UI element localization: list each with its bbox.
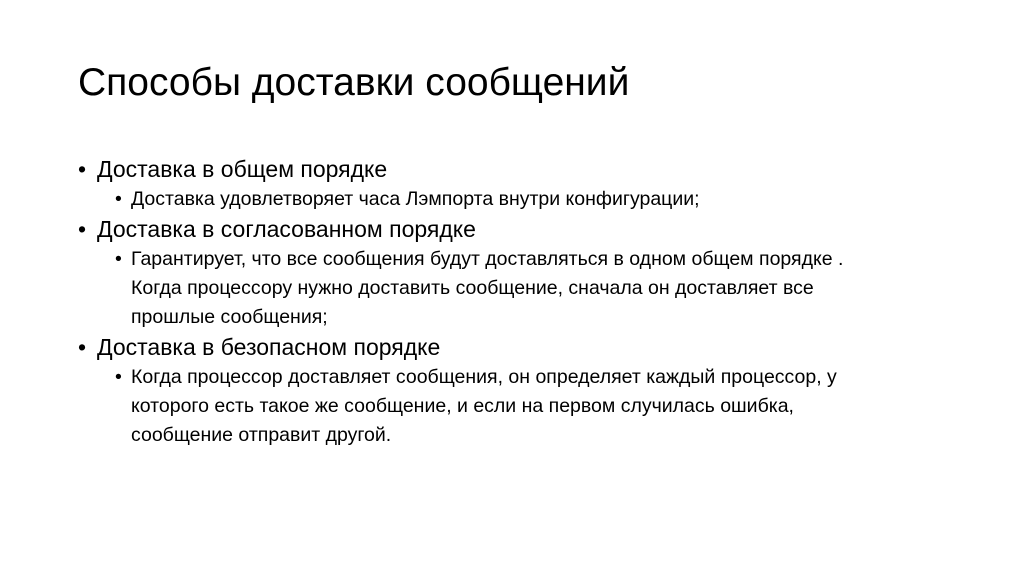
slide-title: Способы доставки сообщений: [78, 61, 630, 104]
bullet-text: Доставка в безопасном порядке: [97, 334, 441, 360]
sub-bullet-text: Когда процессор доставляет сообщения, он определяет каждый процессор, у которого есть такое же сообщение, и если на первом случилась ошибка, сообщение отправит другой.: [131, 366, 837, 446]
bullet-list: [78, 154, 948, 450]
sub-bullet-icon: •: [115, 188, 122, 210]
sub-bullet-text: Доставка удовлетворяет часа Лэмпорта внутри конфигурации;: [131, 188, 700, 210]
bullet-item-agreed-order: [78, 214, 948, 245]
bullet-icon: •: [78, 156, 87, 182]
sub-bullet-item-general-order: [115, 185, 948, 214]
bullet-item-general-order: [78, 154, 948, 185]
bullet-icon: •: [78, 216, 87, 242]
sub-bullet-icon: •: [115, 366, 122, 388]
bullet-icon: •: [78, 334, 87, 360]
sub-bullet-item-safe-order: [115, 363, 851, 450]
sub-bullet-item-agreed-order: [115, 245, 891, 332]
bullet-item-safe-order: [78, 332, 948, 363]
bullet-text: Доставка в согласованном порядке: [97, 216, 476, 242]
bullet-text: Доставка в общем порядке: [97, 156, 388, 182]
sub-bullet-icon: •: [115, 248, 122, 270]
sub-bullet-text: Гарантирует, что все сообщения будут доставляться в одном общем порядке . Когда процессору нужно доставить сообщение, сначала он доставляет все прошлые сообщения;: [131, 248, 844, 328]
